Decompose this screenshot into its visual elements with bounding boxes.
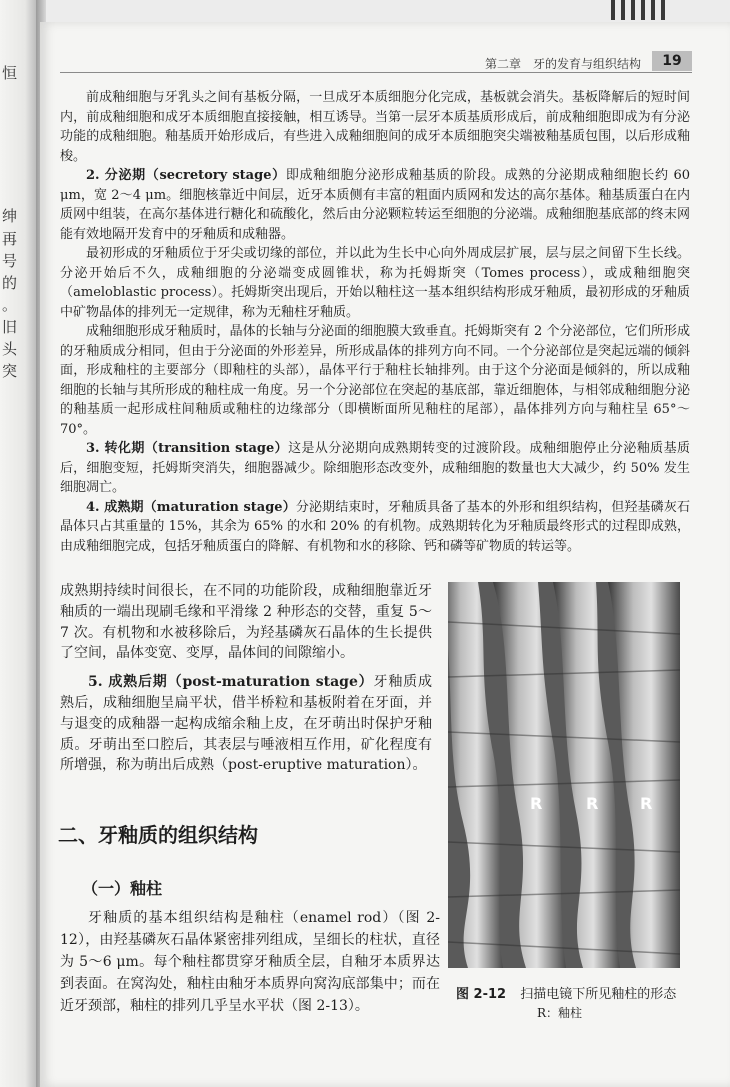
binding-ring [651,0,655,20]
left-page-fragment: 突 [2,362,18,380]
section-heading: 二、牙釉质的组织结构 [58,823,258,847]
paragraph-heading: 5. 成熟后期（post-maturation stage） [88,674,374,691]
main-text-bottom [60,907,440,1017]
figure-caption-note: R：釉柱 [537,1006,583,1020]
paragraph: 最初形成的牙釉质位于牙尖或切缘的部位，并以此为生长中心向外周成层扩展，层与层之间留下生长线。分泌开始后不久，成釉细胞的分泌端变成圆锥状，称为托姆斯突（Tomes process），或成釉细胞突（ameloblastic process）。托姆斯突出现后，开始以釉柱这一基本组织结构形成牙釉质，最初形成的牙釉质中矿物晶体的排列无一定规律，称为无釉柱牙釉质。 [60,246,690,320]
figure-number: 图 2-12 [456,987,507,1002]
left-page-fragment: 头 [2,340,18,358]
left-page-fragment: 旧 [2,318,18,336]
sem-micrograph [448,582,680,968]
left-page-fragment: 绅 [2,207,18,225]
rod-label: R [586,794,599,813]
paragraph-heading: 3. 转化期（transition stage） [86,441,289,456]
binding-ring [631,0,635,20]
header-rule [60,72,692,73]
left-page-edge [0,0,36,1087]
paragraph: 前成釉细胞与牙乳头之间有基板分隔，一旦成牙本质细胞分化完成，基板就会消失。基板降解后的短时间内，前成釉细胞和成牙本质细胞直接接触，相互诱导。当第一层牙本质基质形成后，前成釉细胞即成为有分泌功能的成釉细胞。釉基质开始形成后，有些进入成釉细胞间的成牙本质细胞突尖端被釉基质包围，以后形成釉梭。 [60,90,690,164]
figure-caption-text: 扫描电镜下所见釉柱的形态 [520,987,677,1002]
paragraph: 5. 成熟后期（post-maturation stage）牙釉质成熟后，成釉细胞呈扁平状，借半桥粒和基板附着在牙面，并与退变的成釉器一起构成缩余釉上皮，在牙萌出时保护牙釉质。牙萌出至口腔后，其表层与唾液相互作用，矿化程度有所增强，称为萌出后成熟（post-eruptive maturation）。 [60,674,433,774]
running-header: 第二章 牙的发育与组织结构 [485,57,642,71]
main-text-left-column [60,581,432,776]
enamel-rods-image [448,582,680,968]
paragraph-heading: 4. 成熟期（maturation stage） [86,499,296,515]
paragraph: 3. 转化期（transition stage）这是从分泌期向成熟期转变的过渡阶段。成釉细胞停止分泌釉质基质后，细胞变短，托姆斯突消失，细胞器减少。除细胞形态改变外，成釉细胞的数量也大大减少，约 50% 发生细胞凋亡。 [60,441,690,495]
rod-label: R [530,794,543,813]
figure-caption [456,983,676,1002]
paragraph: 成釉细胞形成牙釉质时，晶体的长轴与分泌面的细胞膜大致垂直。托姆斯突有 2 个分泌部位，它们所形成的牙釉质成分相同，但由于分泌面的外形差异，所形成晶体的排列方向不同。一个分泌部位是突起远端的倾斜面，形成釉柱的主要部分（即釉柱的头部），晶体平行于釉柱长轴排列。由于这个分泌面是倾斜的，所以成釉细胞的长轴与其所形成的釉柱成一角度。另一个分泌部位在突起的基底部，靠近细胞体，与相邻成釉细胞分泌的釉基质一起形成柱间釉质或釉柱的边缘部分（即横断面所见釉柱的尾部），晶体排列方向与釉柱呈 65°～70°。 [60,324,690,437]
left-page-fragment: 再 [2,230,18,248]
left-page-fragment: 号 [2,252,18,270]
binding-ring [641,0,645,20]
binding-ring [661,0,665,20]
paragraph: 2. 分泌期（secretory stage）即成釉细胞分泌形成釉基质的阶段。成熟的分泌期成釉细胞长约 60 μm，宽 2～4 μm。细胞核靠近中间层，近牙本质侧有丰富的粗面内质网和发达的高尔基体。釉基质蛋白在内质网中组装，在高尔基体进行糖化和硫酸化，然后由分泌颗粒转运至细胞的分泌端。成釉细胞基底部的终末网能有效地隔开发育中的牙釉质和成釉器。 [60,168,690,242]
left-page-fragment: 。 [2,296,18,314]
binding-ring [621,0,625,20]
paragraph: 4. 成熟期（maturation stage）分泌期结束时，牙釉质具备了基本的外形和组织结构，但羟基磷灰石晶体只占其重量的 15%，其余为 65% 的水和 20% 的有机物。成熟期转化为牙釉质最终形式的过程即成熟，由成釉细胞完成，包括牙釉质蛋白的降解、有机物和水的移除、钙和磷等矿物质的转运等。 [60,499,690,554]
paragraph-heading: 2. 分泌期（secretory stage） [86,168,286,183]
paragraph: 牙釉质的基本组织结构是釉柱（enamel rod）（图 2-12），由羟基磷灰石晶体紧密排列组成，呈细长的柱状，直径为 5～6 μm。每个釉柱都贯穿牙釉质全层，自釉牙本质界达到表面。在窝沟处，釉柱由釉牙本质界向窝沟底部集中；而在近牙颈部，釉柱的排列几乎呈水平状（图 2-13）。 [60,910,440,1014]
left-page-fragment: 恒 [2,64,18,82]
subsection-heading: （一）釉柱 [82,879,163,898]
page-number: 19 [652,51,692,71]
main-text-top [60,88,690,556]
paragraph: 成熟期持续时间很长，在不同的功能阶段，成釉细胞靠近牙釉质的一端出现刷毛缘和平滑缘 2 种形态的交替，重复 5～7 次。有机物和水被移除后，为羟基磷灰石晶体的生长提供了空间，晶体变宽、变厚，晶体间的间隙缩小。 [60,583,432,662]
rod-label: R [640,794,653,813]
left-page-fragment: 的 [2,274,18,292]
binding-ring [611,0,615,20]
